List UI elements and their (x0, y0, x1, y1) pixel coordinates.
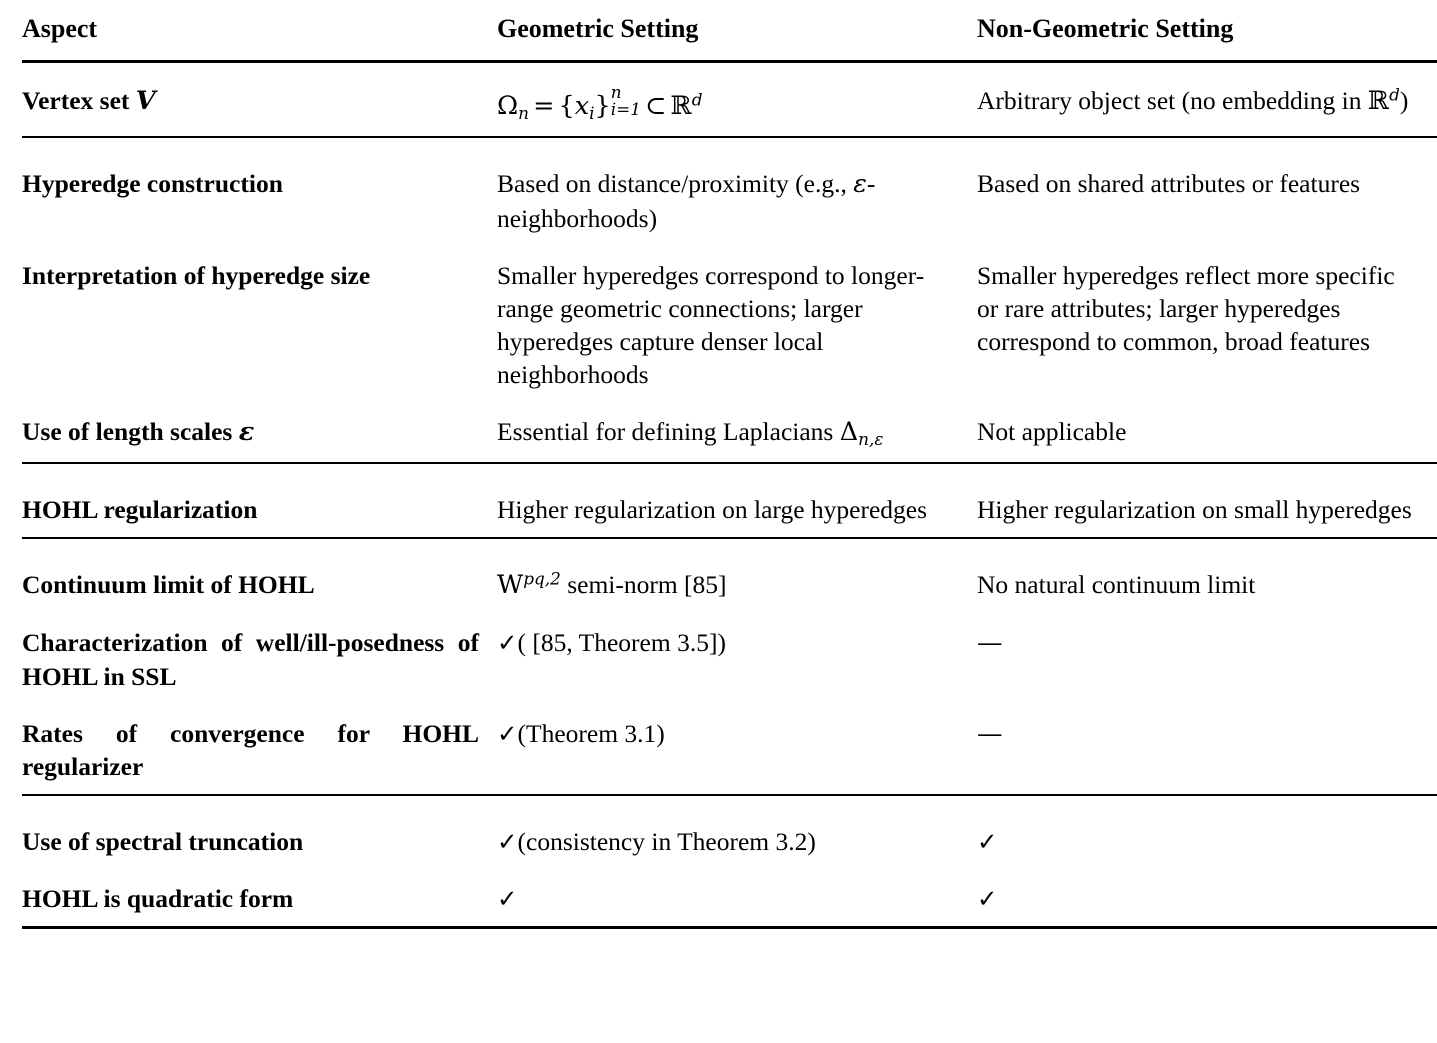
check-icon: ✓ (497, 628, 518, 658)
cell-text: Arbitrary object set (no embedding in (977, 85, 1368, 115)
row-label-continuum-limit: Continuum limit of HOHL (22, 570, 315, 600)
math-epsilon: ε (853, 169, 867, 200)
table-row (22, 812, 1437, 869)
check-icon: ✓ (497, 884, 518, 914)
rule-bottom (22, 928, 1437, 938)
cell-geometric-hohl-regularization: Higher regularization on large hyperedges (497, 495, 928, 525)
math-sobolev-seminorm: $W^{pq,2}$ (497, 568, 561, 601)
column-header-non-geometric-label: Non-Geometric Setting (977, 14, 1234, 43)
cell-geometric-spectral-truncation (497, 812, 977, 869)
math-epsilon: ε (238, 417, 255, 448)
horizontal-rule (22, 463, 1437, 480)
cell-text-post: -neighborhoods) (497, 169, 876, 233)
row-label-hyperedge-construction: Hyperedge construction (22, 169, 283, 199)
check-icon: ✓ (977, 826, 998, 856)
row-label-text: Vertex set (22, 85, 136, 115)
cell-non-geometric-characterization (977, 613, 1437, 703)
row-label-quadratic-form: HOHL is quadratic form (22, 884, 294, 914)
table-row (22, 71, 1437, 138)
table-header (22, 0, 1437, 61)
table-row (22, 480, 1437, 538)
math-laplacian-delta: $\Delta_{n,\varepsilon}$ (839, 417, 884, 450)
cell-non-geometric-vertex-set (977, 71, 1437, 138)
row-label-characterization-well-ill-posedness: Characterization of well/ill-posedness of HOHL in SSL (22, 628, 479, 691)
cell-text-post: (Theorem 3.1) (517, 718, 665, 748)
row-label-hohl-regularization: HOHL regularization (22, 495, 258, 525)
table-row (22, 154, 1437, 245)
cell-geometric-vertex-set (497, 71, 977, 138)
cell-geometric-length-scales (497, 402, 977, 463)
cell-geometric-continuum-limit (497, 555, 977, 613)
cell-non-geometric-hyperedge-construction: Based on shared attributes or features (977, 169, 1361, 199)
cell-non-geometric-quadratic-form (977, 869, 1437, 928)
math-exponent-d: d (1389, 84, 1400, 105)
row-label-spectral-truncation: Use of spectral truncation (22, 826, 304, 856)
header-row (22, 0, 1437, 61)
rule-group-1 (22, 137, 1437, 154)
cell-geometric-rates-of-convergence (497, 704, 977, 795)
check-icon: ✓ (497, 718, 518, 748)
cell-non-geometric-hohl-regularization: Higher regularization on small hyperedges (977, 495, 1412, 525)
cell-geometric-interpretation: Smaller hyperedges correspond to longer-range geometric connections; larger hyperedges capture denser local neighborhoods (497, 260, 925, 390)
rule-group-2 (22, 463, 1437, 480)
table-row (22, 555, 1437, 613)
check-icon: ✓ (977, 884, 998, 914)
cell-text-post: ( [85, Theorem 3.5]) (517, 628, 726, 658)
rule-group-3 (22, 538, 1437, 555)
cell-non-geometric-rates-of-convergence (977, 704, 1437, 795)
cell-non-geometric-length-scales: Not applicable (977, 417, 1127, 447)
cell-text-post: ) (1399, 85, 1409, 115)
horizontal-rule (22, 928, 1437, 938)
row-label-rates-of-convergence: Rates of convergence for HOHL regularizer (22, 718, 479, 781)
cell-geometric-hyperedge-construction (497, 154, 977, 245)
row-label-interpretation-hyperedge-size: Interpretation of hyperedge size (22, 260, 371, 290)
table-row (22, 402, 1437, 463)
column-header-non-geometric (977, 0, 1437, 61)
horizontal-rule (22, 137, 1437, 154)
cell-text-post: semi-norm [85] (560, 570, 727, 600)
table-row (22, 869, 1437, 928)
em-dash: — (977, 718, 1003, 749)
rule-header (22, 61, 1437, 71)
math-V: V (135, 85, 156, 116)
column-header-aspect (22, 0, 497, 61)
table-row (22, 704, 1437, 795)
table-row (22, 246, 1437, 403)
horizontal-rule (22, 538, 1437, 555)
cell-geometric-characterization (497, 613, 977, 703)
column-header-geometric-label: Geometric Setting (497, 14, 699, 43)
horizontal-rule (22, 61, 1437, 71)
cell-geometric-quadratic-form (497, 869, 977, 928)
math-omega-set-definition: $\Omega_n = \{x_i\}$ n i=1 ⊂ ℝ$^d$ (497, 81, 703, 124)
check-icon: ✓ (497, 826, 518, 856)
row-label-length-scales (22, 402, 497, 463)
cell-non-geometric-spectral-truncation (977, 812, 1437, 869)
table-body (22, 61, 1437, 937)
cell-non-geometric-interpretation: Smaller hyperedges reflect more specific or rare attributes; larger hyperedges correspond to common, broad features (977, 260, 1395, 356)
column-header-aspect-label: Aspect (22, 14, 98, 43)
cell-text: Based on distance/proximity (e.g., (497, 169, 854, 199)
column-header-geometric (497, 0, 977, 61)
cell-text-post: (consistency in Theorem 3.2) (517, 826, 816, 856)
math-blackboard-R: ℝ (1367, 85, 1390, 116)
cell-non-geometric-continuum-limit: No natural continuum limit (977, 570, 1256, 600)
horizontal-rule (22, 795, 1437, 812)
rule-group-4 (22, 795, 1437, 812)
cell-text: Essential for defining Laplacians (497, 417, 840, 447)
em-dash: — (977, 628, 1003, 659)
comparison-table (22, 0, 1437, 937)
row-label-text: Use of length scales (22, 417, 239, 447)
table-row (22, 613, 1437, 703)
row-label-vertex-set (22, 71, 497, 138)
